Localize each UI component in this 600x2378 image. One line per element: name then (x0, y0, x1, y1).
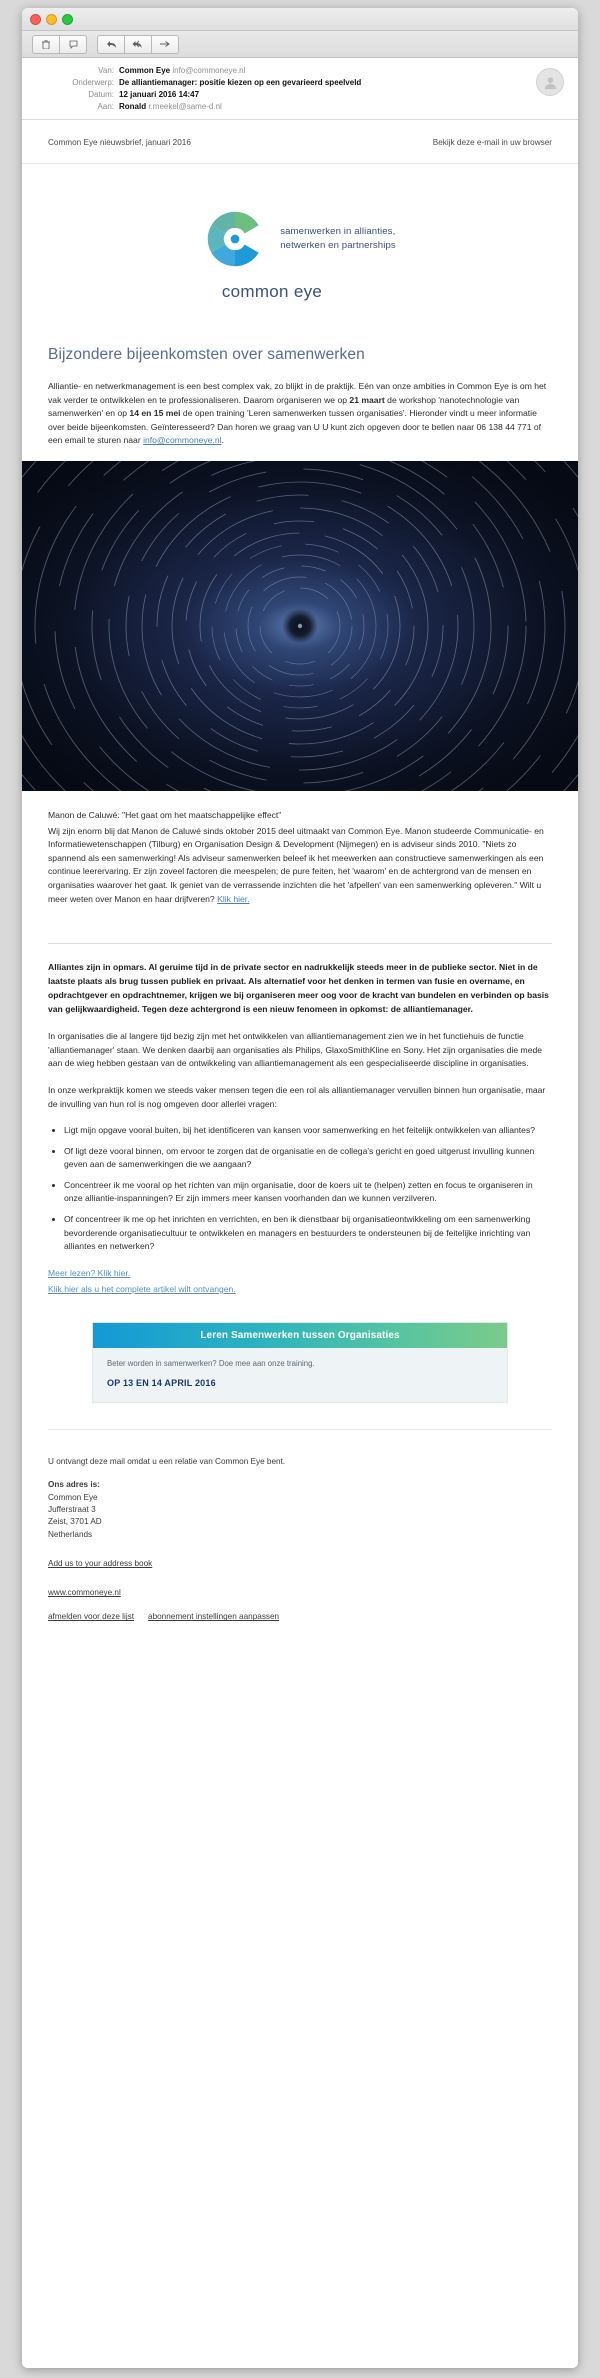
address-label: Ons adres is: (48, 1480, 100, 1490)
promo-title: Leren Samenwerken tussen Organisaties (93, 1323, 507, 1348)
list-item: • Of ligt deze vooral binnen, om ervoor te zorgen dat de organisatie en de collega's gericht en goed uitgerust invulling kunnen geven aan de samenwerkingen die we aangaan? (64, 1145, 552, 1172)
delete-junk-group (32, 35, 87, 54)
mail-header-fields (22, 58, 578, 120)
to-label: Aan: (97, 101, 114, 111)
from-label: Van: (98, 65, 114, 75)
logo-wordmark: common eye (221, 282, 323, 301)
preheader-bar (22, 120, 578, 164)
subject-label: Onderwerp: (72, 77, 114, 87)
field-subject (22, 76, 578, 88)
address-book-block (48, 1553, 552, 1571)
avatar[interactable] (536, 68, 564, 96)
intro-part-1: Alliantie- en netwerkmanagement is een best complex vak, zo blijkt in de praktijk. Eén van onze ambities in Common Eye is om het vak verder te ontwikkelen en te professionaliseren. Daarom organiseren we op (48, 381, 547, 405)
window-titlebar (22, 8, 578, 31)
alliance-paragraph-1: In organisaties die al langere tijd bezig zijn met het ontwikkelen van alliantiemanagement zien we in het functiehuis de functie 'alliantiemanager' staan. We denken daarbij aan organisaties als Philips, GlaxoSmithKline en Sony. Het zijn organisaties die mede aan de wieg hebben gestaan van de ontwikkeling van alliantiemanagement als een gespecialiseerde discipline in organisaties. (48, 1031, 543, 1069)
from-name: Common Eye (119, 65, 171, 75)
footer-address (48, 1479, 552, 1541)
logo-tagline (280, 225, 396, 253)
common-eye-logo-icon (204, 208, 266, 270)
footer-reason: U ontvangt deze mail omdat u een relatie van Common Eye bent. (48, 1456, 286, 1466)
list-item: • Of concentreer ik me op het inrichten en verrichten, en ben ik dienstbaar bij organisatieontwikkeling om een samenwerking bevorderende organisatiecultuur te ontwikkelen en managers en bestuurders te ondersteunen bij de feitelijke inrichting van alliantes en netwerken? (64, 1213, 552, 1254)
zoom-window-button[interactable] (62, 14, 73, 25)
intro-date-2: 14 en 15 mei (129, 408, 181, 419)
add-to-address-book-link[interactable]: Add us to your address book (48, 1559, 153, 1569)
logo-row (48, 164, 552, 280)
field-from (22, 64, 578, 76)
to-value (119, 101, 222, 112)
mail-window (22, 8, 578, 2368)
intro-email-link[interactable]: info@commoneye.nl (143, 435, 222, 446)
alliance-paragraph-2: In onze werkpraktijk komen we steeds vaker mensen tegen die een rol als alliantiemanager vervullen binnen hun organisatie, maar de invulling van hun rol is nog omgeven door allerlei vragen: (48, 1084, 546, 1109)
junk-icon[interactable] (60, 35, 87, 54)
from-email[interactable]: info@commoneye.nl (172, 65, 246, 75)
list-item: • Ligt mijn opgave vooral buiten, bij het identificeren van kansen voor samenwerking en het feitelijk ontwikkelen van alliantes? (64, 1124, 552, 1138)
read-more-link[interactable]: Meer lezen? Klik hier. (48, 1267, 131, 1278)
view-in-browser-link[interactable]: Bekijk deze e-mail in uw browser (432, 138, 552, 147)
intro-paragraph (48, 380, 552, 448)
reply-icon[interactable] (97, 35, 125, 54)
manon-title: Manon de Caluwé: "Het gaat om het maatschappelijke effect" (48, 809, 282, 820)
page-title: Bijzondere bijeenkomsten over samenwerken (48, 346, 365, 363)
intro-part-2: de workshop 'nanotechnologie van samenwerken' en op (48, 394, 520, 419)
preferences-link[interactable]: abonnement instellingen aanpassen (148, 1612, 280, 1622)
from-value (119, 65, 245, 76)
date-label: Datum: (88, 89, 114, 99)
mail-body-scroll[interactable] (22, 120, 578, 2368)
unsubscribe-link[interactable]: afmelden voor deze lijst (48, 1612, 135, 1622)
training-promo-card[interactable] (92, 1322, 508, 1403)
date-value (119, 89, 199, 100)
alliance-lead: Alliantes zijn in opmars. Al geruime tijd in de private sector en nadrukkelijk steeds meer in de publieke sector. Niet in de laatste plaats als brug tussen publiek en privaat. Als alternatief voor het denken in termen van fusie en overname, en opdrachtgever en opdrachtnemer, krijgen we bij organiseren meer oog voor de kracht van bundelen en verbinden op basis van gelijkwaardigheid. Tegen deze achtergrond is een nieuw fenomeen in opkomst: de alliantiemanager. (48, 962, 549, 1015)
full-article-link[interactable]: Klik hier als u het complete artikel wilt ontvangen. (48, 1283, 236, 1294)
traffic-light-buttons (30, 14, 73, 25)
intro-part-3: de open training 'Leren samenwerken tussen organisaties'. Hieronder vindt u meer informatie over beide bijeenkomsten. Geïnteresseerd? Dan horen we graag van U U kunt zich opgeven door te bellen naar 06 138 44 771 of een email te sturen naar (48, 408, 542, 446)
list-item: • Concentreer ik me vooral op het richten van mijn organisatie, door de koers uit te (helpen) zetten en focus te organiseren in onze alliantie-inspanningen? Er zijn immers meer kansen voorhanden dan we kunnen verzilveren. (64, 1179, 552, 1206)
footer-link-row (48, 1611, 552, 1623)
promo-body (93, 1348, 507, 1402)
person-icon (543, 75, 558, 90)
star-trails-graphic (22, 461, 578, 791)
email-footer (48, 1452, 552, 1654)
email-content (22, 164, 578, 448)
to-email[interactable]: r.meekel@same-d.nl (148, 101, 222, 111)
trash-icon[interactable] (32, 35, 60, 54)
minimize-window-button[interactable] (46, 14, 57, 25)
manon-section (48, 791, 552, 925)
forward-icon[interactable] (152, 35, 179, 54)
logo-tagline-line2: netwerken en partnerships (280, 240, 396, 251)
hero-image (22, 461, 578, 791)
website-block (48, 1582, 552, 1600)
date-text: 12 januari 2016 14:47 (119, 89, 200, 99)
intro-date-1: 21 maart (349, 394, 385, 405)
footer-divider (48, 1429, 552, 1430)
alliance-question-list (48, 1124, 552, 1254)
manon-paragraph (48, 825, 552, 907)
mail-toolbar (22, 31, 578, 58)
field-to (22, 100, 578, 112)
newsletter-label: Common Eye nieuwsbrief, januari 2016 (48, 138, 191, 147)
address-line-3: Zeist, 3701 AD (48, 1517, 102, 1527)
manon-link[interactable]: Klik hier. (217, 893, 250, 904)
address-line-2: Jufferstraat 3 (48, 1505, 96, 1515)
logo-section (48, 164, 552, 326)
address-line-1: Common Eye (48, 1492, 98, 1502)
logo-tagline-line1: samenwerken in allianties, (280, 226, 396, 237)
email-content-lower (22, 791, 578, 1654)
website-link[interactable]: www.commoneye.nl (48, 1588, 121, 1598)
promo-subtitle: Beter worden in samenwerken? Doe mee aan onze training. (107, 1358, 315, 1368)
field-date (22, 88, 578, 100)
subject-value (119, 77, 361, 88)
to-name: Ronald (119, 101, 147, 111)
manon-text: Wij zijn enorm blij dat Manon de Caluwé sinds oktober 2015 deel uitmaakt van Common Eye. Manon studeerde Communicatie- en Informatiewetenschappen (Tilburg) en Organisation Design & Development (Nijmegen) en is adviseur sinds 2010. "Niets zo spannend als een samenwerking! Als adviseur samenwerken beleef ik het meewerken aan constructieve samenwerkingen als een continue leerervaring. Er zijn zoveel factoren die meespelen; de pure feiten, het 'waarom' en de achtergrond van de mensen en organisaties waarover het gaat. Ik geniet van de verrassende inzichten die het 'afpellen' van een samenwerking opleveren." Wilt u meer weten over Manon en haar drijfveren? (48, 825, 544, 904)
section-divider (48, 943, 552, 944)
intro-part-4: . (221, 435, 224, 446)
close-window-button[interactable] (30, 14, 41, 25)
alliance-links (48, 1266, 552, 1296)
promo-date: OP 13 EN 14 APRIL 2016 (107, 1377, 216, 1388)
reply-all-icon[interactable] (125, 35, 152, 54)
address-line-4: Netherlands (48, 1529, 93, 1539)
subject-text: De alliantiemanager: positie kiezen op een gevarieerd speelveld (119, 77, 362, 87)
reply-forward-group (97, 35, 179, 54)
